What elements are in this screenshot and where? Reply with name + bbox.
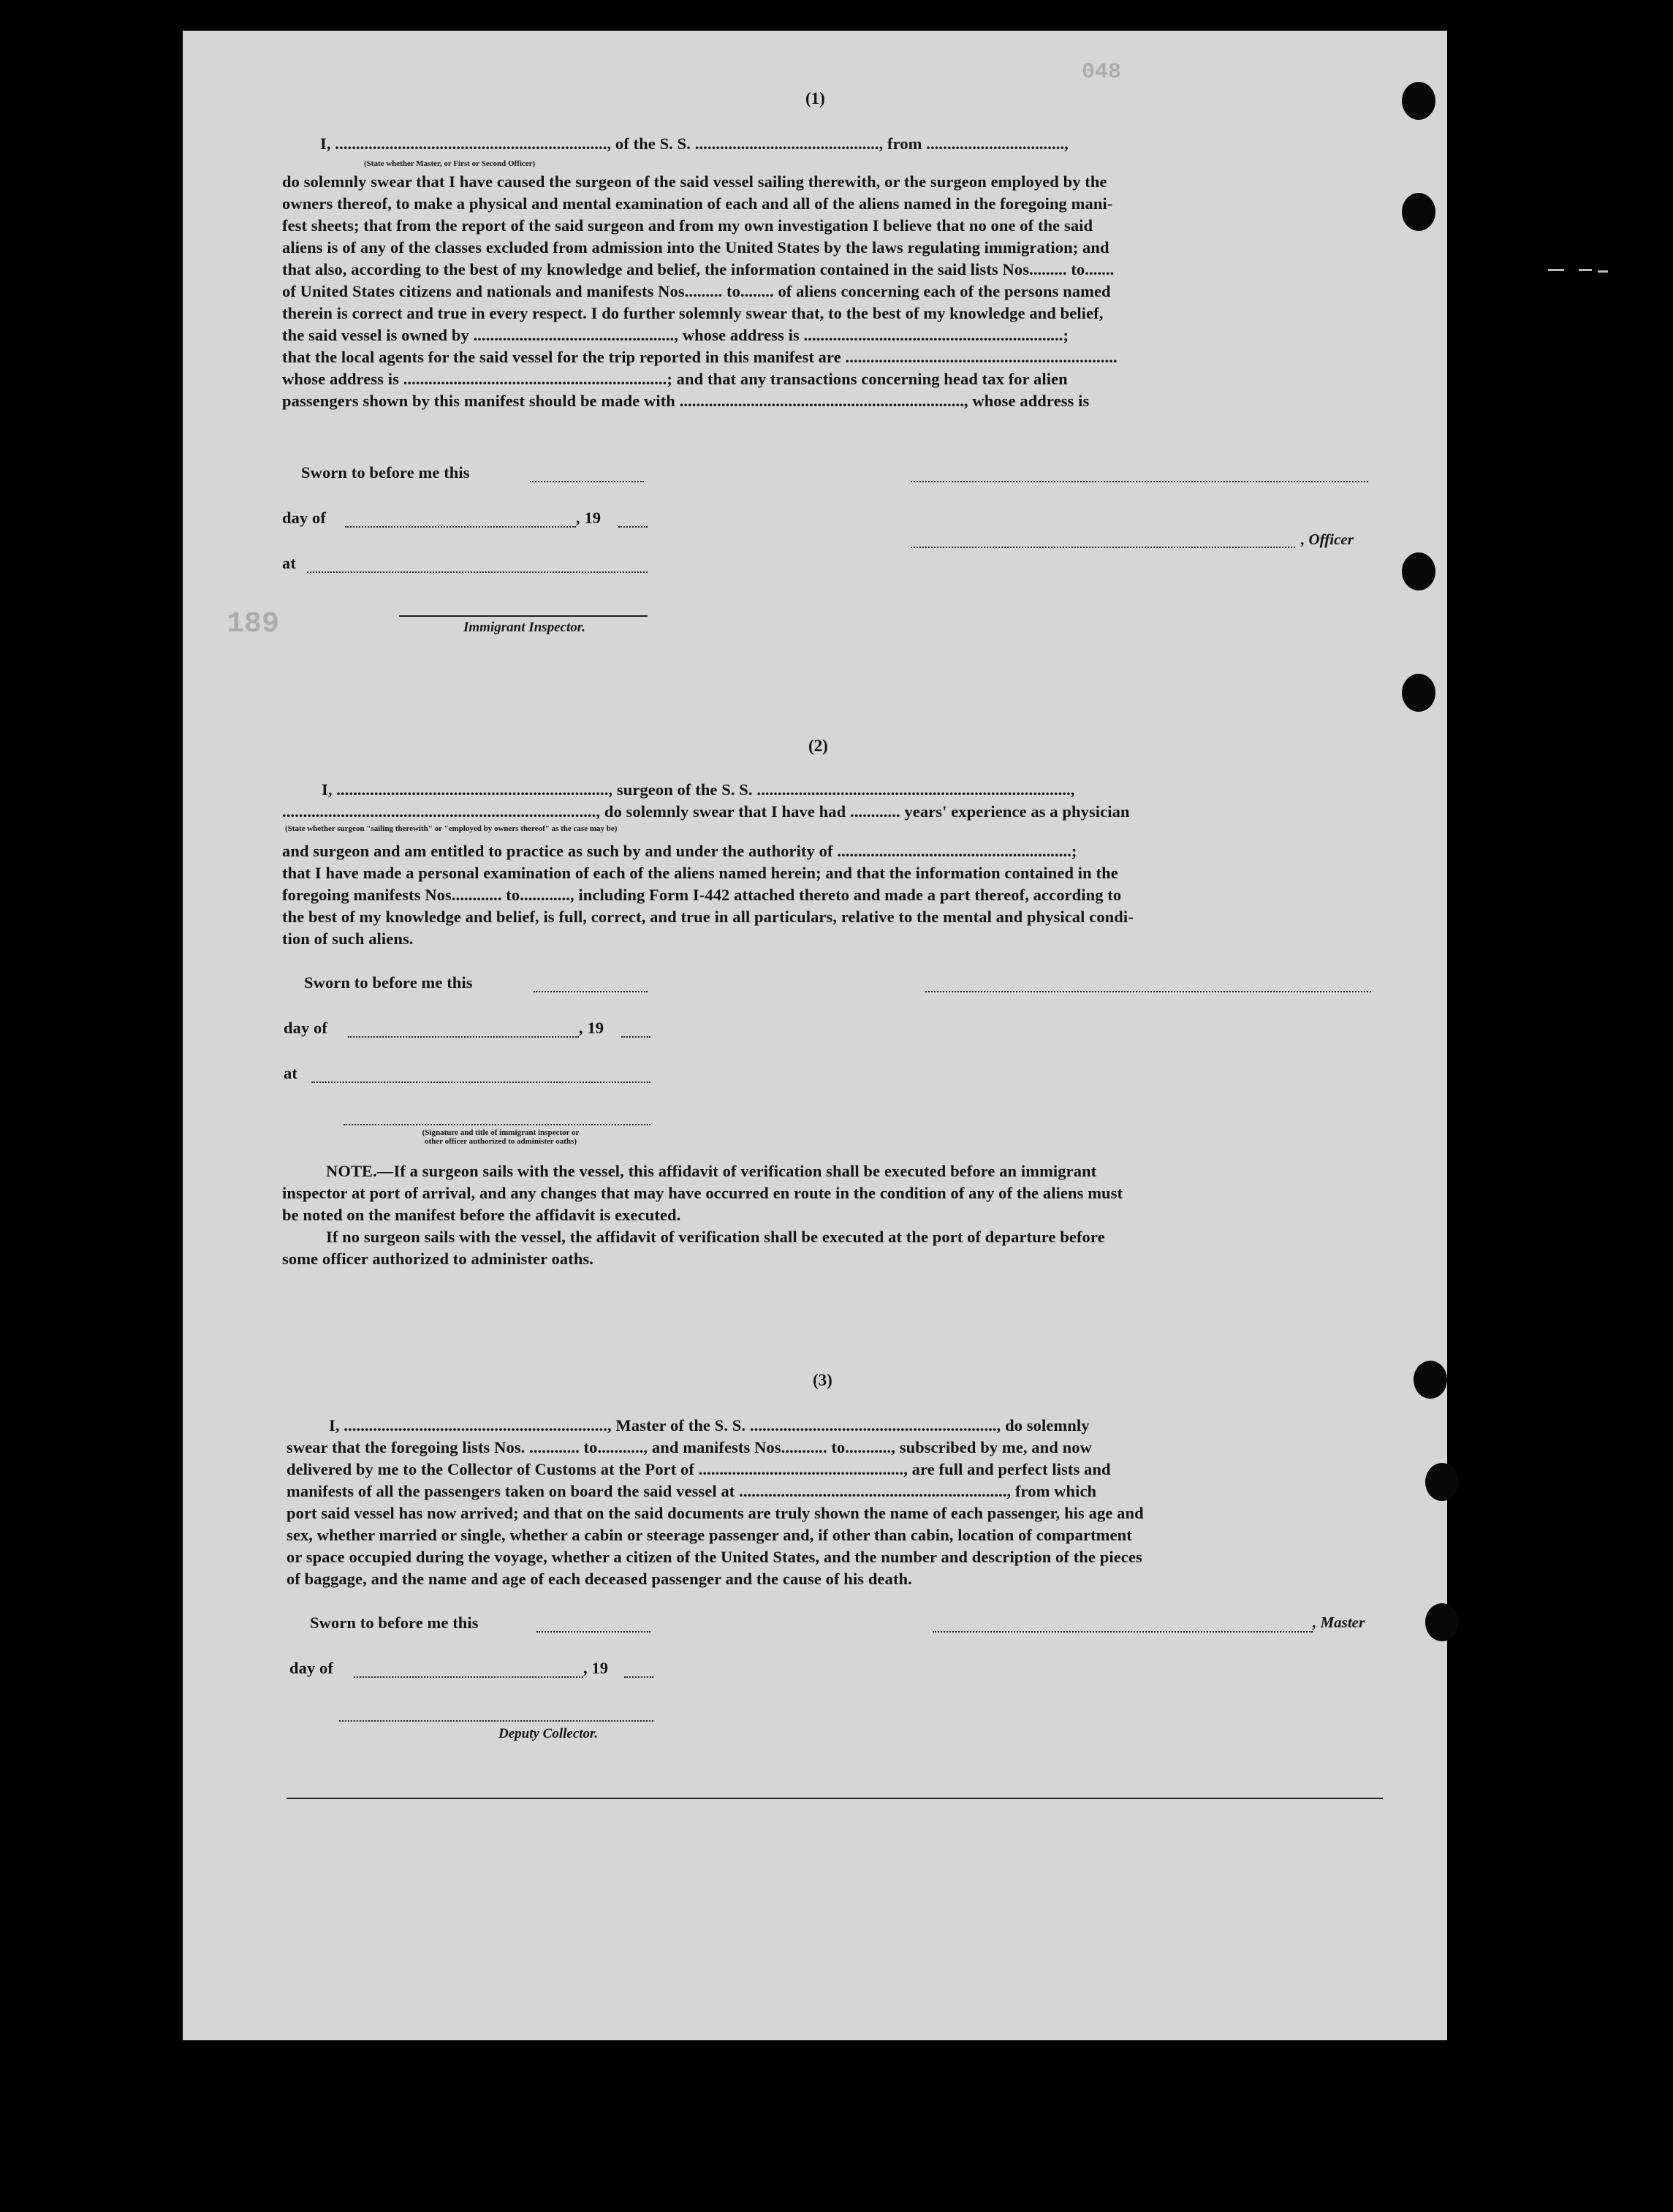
note-line: (Signature and title of immigrant inspector or bbox=[422, 1128, 580, 1137]
day-blank bbox=[354, 1676, 583, 1678]
body-line: delivered by me to the Collector of Customs at the Port of ................................................., are full and perfect lists and bbox=[287, 1460, 1111, 1478]
day-blank bbox=[348, 1036, 579, 1038]
at-blank bbox=[311, 1082, 650, 1083]
day-label: day of bbox=[284, 1019, 327, 1037]
scan-artifact bbox=[1548, 269, 1564, 271]
year-label: , 19 bbox=[583, 1659, 609, 1677]
inspector-line bbox=[399, 615, 648, 617]
date-blank bbox=[536, 1631, 650, 1633]
inspector-signature-line bbox=[344, 1124, 650, 1125]
signature-line bbox=[911, 481, 1368, 482]
signature-line bbox=[925, 991, 1371, 992]
body-line: therein is correct and true in every respect. I do further solemnly swear that, to the best of my knowledge and belief, bbox=[282, 304, 1104, 322]
body-line: whose address is ...............................................................; and that any transactions concerning head tax for alien bbox=[282, 370, 1068, 388]
document-page bbox=[183, 31, 1447, 2040]
master-oath-line: I, ................................................................., of the S. S. ............................................, from ................................., bbox=[320, 134, 1069, 153]
body-line: manifests of all the passengers taken on board the said vessel at ................................................................, from which bbox=[287, 1482, 1097, 1500]
note-line: inspector at port of arrival, and any changes that may have occurred en route in the condition of any of the aliens must bbox=[282, 1184, 1123, 1202]
body-line: fest sheets; that from the report of the said surgeon and from my own investigation I believe that no one of the said bbox=[282, 216, 1093, 235]
officer-label: , Officer bbox=[1301, 531, 1354, 548]
collector-label: Deputy Collector. bbox=[498, 1726, 599, 1741]
master-oath-note: (State whether Master, or First or Second Officer) bbox=[364, 159, 536, 168]
body-line: that also, according to the best of my knowledge and belief, the information contained in the said lists Nos......... to....... bbox=[282, 260, 1115, 278]
punch-hole bbox=[1414, 1361, 1447, 1399]
collector-line bbox=[339, 1720, 653, 1722]
day-blank bbox=[345, 526, 576, 528]
note-line: some officer authorized to administer oaths. bbox=[282, 1250, 594, 1268]
date-blank bbox=[530, 481, 644, 482]
signature-line bbox=[933, 1631, 1313, 1633]
body-line: port said vessel has now arrived; and that on the said documents are truly shown the name of each passenger, his age and bbox=[287, 1504, 1144, 1522]
at-label: at bbox=[284, 1064, 297, 1082]
day-label: day of bbox=[289, 1659, 333, 1677]
bottom-rule bbox=[287, 1798, 1383, 1799]
bleed-through-number: 189 bbox=[227, 608, 280, 641]
scan-artifact bbox=[1598, 270, 1608, 273]
body-line: foregoing manifests Nos............ to............, including Form I-442 attached thereto and made a part thereof, according to bbox=[282, 886, 1122, 904]
body-line: of United States citizens and nationals and manifests Nos......... to........ of aliens concerning each of the persons named bbox=[282, 282, 1111, 300]
punch-hole bbox=[1425, 1463, 1459, 1501]
bleed-through-number: 048 bbox=[1082, 60, 1122, 85]
note-line: other officer authorized to administer oaths) bbox=[424, 1137, 577, 1146]
body-line: passengers shown by this manifest should be made with ...................................................................., whose address is bbox=[282, 392, 1090, 410]
body-line: and surgeon and am entitled to practice as such by and under the authority of ........................................................; bbox=[282, 842, 1077, 860]
year-blank bbox=[624, 1676, 653, 1678]
inspector-signature-note bbox=[351, 1128, 650, 1146]
day-label: day of bbox=[282, 509, 326, 527]
body-line: tion of such aliens. bbox=[282, 930, 414, 948]
body-line: that I have made a personal examination of each of the aliens named herein; and that the information contained in the bbox=[282, 864, 1118, 882]
surgeon-oath-line: I, ................................................................., surgeon of the S. S. ..........................................................................., bbox=[322, 780, 1075, 799]
body-line: aliens is of any of the classes excluded from admission into the United States by the laws regulating immigration; and bbox=[282, 238, 1109, 256]
sworn-label: Sworn to before me this bbox=[310, 1614, 479, 1632]
body-line: do solemnly swear that I have caused the surgeon of the said vessel sailing therewith, or the surgeon employed by the bbox=[282, 172, 1107, 191]
surgeon-experience-line: ..........................................................................., do solemnly swear that I have had ............ years' experience as a physician bbox=[282, 802, 1130, 821]
date-blank bbox=[534, 991, 648, 992]
section-3-heading: (3) bbox=[813, 1371, 832, 1389]
sworn-label: Sworn to before me this bbox=[301, 463, 470, 482]
master-label: , Master bbox=[1313, 1614, 1365, 1631]
year-label: , 19 bbox=[579, 1019, 604, 1037]
surgeon-note: (State whether surgeon "sailing therewith" or "employed by owners thereof" as the case may be) bbox=[285, 824, 618, 833]
scan-artifact bbox=[1579, 269, 1592, 271]
body-line: or space occupied during the voyage, whether a citizen of the United States, and the number and description of the pieces bbox=[287, 1548, 1142, 1566]
year-label: , 19 bbox=[576, 509, 602, 527]
year-blank bbox=[621, 1036, 650, 1038]
body-line: that the local agents for the said vessel for the trip reported in this manifest are ................................................................. bbox=[282, 348, 1118, 366]
note-line: be noted on the manifest before the affidavit is executed. bbox=[282, 1206, 681, 1224]
body-line: I, ..............................................................., Master of the S. S. ..........................................................., do solemnly bbox=[329, 1416, 1090, 1434]
section-1-heading: (1) bbox=[805, 89, 825, 107]
inspector-label: Immigrant Inspector. bbox=[463, 620, 585, 635]
note-line: If no surgeon sails with the vessel, the affidavit of verification shall be executed at the port of departure before bbox=[326, 1228, 1105, 1246]
punch-hole bbox=[1402, 552, 1435, 590]
year-blank bbox=[618, 526, 648, 528]
note-line: NOTE.—If a surgeon sails with the vessel, this affidavit of verification shall be executed before an immigrant bbox=[326, 1162, 1097, 1180]
punch-hole bbox=[1402, 193, 1435, 231]
at-blank bbox=[307, 571, 648, 573]
at-label: at bbox=[282, 554, 296, 572]
body-line: of baggage, and the name and age of each deceased passenger and the cause of his death. bbox=[287, 1570, 912, 1588]
body-line: the best of my knowledge and belief, is full, correct, and true in all particulars, relative to the mental and physical condi- bbox=[282, 908, 1134, 926]
punch-hole bbox=[1425, 1603, 1459, 1641]
body-line: swear that the foregoing lists Nos. ............ to..........., and manifests Nos........... to..........., subscribed by me, and now bbox=[287, 1438, 1092, 1456]
punch-hole bbox=[1402, 82, 1435, 120]
body-line: the said vessel is owned by ................................................, whose address is ..............................................................; bbox=[282, 326, 1069, 344]
officer-line bbox=[911, 547, 1295, 548]
section-2-heading: (2) bbox=[808, 737, 828, 755]
punch-hole bbox=[1402, 674, 1435, 712]
body-line: sex, whether married or single, whether a cabin or steerage passenger and, if other than cabin, location of compartment bbox=[287, 1526, 1132, 1544]
sworn-label: Sworn to before me this bbox=[304, 973, 473, 992]
body-line: owners thereof, to make a physical and mental examination of each and all of the aliens named in the foregoing mani- bbox=[282, 194, 1113, 213]
